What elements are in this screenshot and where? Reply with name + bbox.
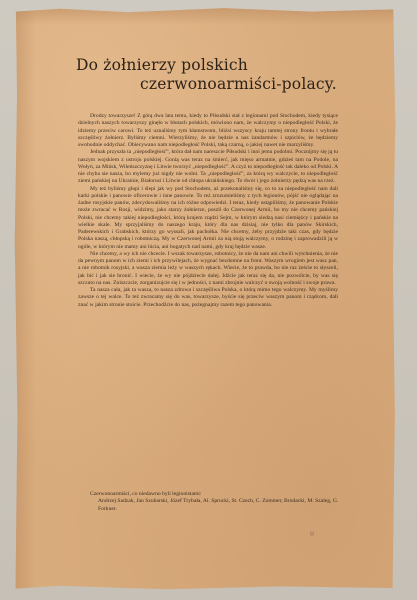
paragraph: Drodzy towarzysze! Z górą dwa lata temu, kiedy to Piłsudski stał z legionami pod Stochodem, kiedy tysiące dzielnych naszych towarzyszy ginęło w błotach polskich, mówiono nam, że walczymy o niepodległość Polski, że idziemy przeciw carowi. To też uznaliśmy tym kłamstwom, bliżsi wszyscy kraju tamtej strony frontu i wybrałe szczęśliwy żołnierz. Byliśmy ciemni. Wierzyliśmy, że nie będzie u nas żandarmów i szpiclów, że będziemy swobodnie oddychać. Obiecywano nam niepodległość Polski, taką czarną, o jakiej nawet nie marzyliśmy. (78, 113, 338, 148)
archive-mark: W (310, 530, 315, 538)
document-body (78, 113, 338, 309)
title-line-2: czerwonoarmiści-polacy. (140, 75, 337, 93)
document-title (60, 56, 390, 94)
paragraph: Ta nasza cała, jak ta wasza, to nasza zdrowa i szczęśliwa Polska, o którą mimo tego walczymy. My myślimy zawsze o tej walce. To też zwracamy się do was, towarzysze, byście się przeciw waszym panom i rządcom, dali znać w jakim stronie stoicie. Przechodźcie do nas, pożegnajmy razem tego panowania. (78, 287, 338, 308)
signatory-list: Andrzej Sadzak, Jan Szubarski, Józef Trybała, Al. Sprucki, St. Czech, C. Zommer, Brodacki, M. Szaleg, G. Forkner. (98, 498, 339, 512)
title-line-1: Do żołnierzy polskich (76, 56, 248, 74)
paragraph: Jednak przyszła ta „niepodległość”, która dał nam nareszcie Piłsudski i inni jemu podobni. Pocznijmy się ją tu naszym wojskiem z ustroju polskiej. Gonią was teraz na śmierć, jak mięso armatnie, gdzieś tam na Podole, na Wołyń, za Mińsk, Wileńszczyznę i Litwie tworzyć „niepodległość”. A czyż to niepodległość tak daleko od Polski. A nie chyba sie nasza, bo mylemy już nigdy nie wolni. Ta „niepodległość”, za którą wy walczycie, to niepodległość ziemi pańskiej na Ukrainie, Białorusi i Litwie od chłopa ukraińskiego. To dwór i jego żołnierzy pędzą was na rzeź. (78, 149, 338, 185)
signature-block (78, 491, 340, 513)
paragraph: My też byliśmy głupi i ślepi jak wy pod Stochodem, aż przekonaliśmy się, co to za niepodległość nam dali karki polskie i panowie oficerowie i inne panowie. To też zrozumieliśmy z tych legionów, pójść nie oglądając na żadne rosyjskie panów, zdecydowaliśmy na ich różne odpowiedzi. I teraz, kiedy ustąpiliśmy, że panowanie Polskie może zwracać w Rosji, widzimy, jako starzy żołnierze, poszli do Czerwonej Armii, bo my nie chcemy pańskiej Polski, nie chcemy takiej niepodległości, którą krajem rządzi Sejm, w którym siedzą nasi ciemiężcy i pańskie na wielkie skale. My sprzyjaliśmy do naszego kraju, który dla nas dzisiaj, nie tylko dla panów Skirskich, Paderewskich i Grabskich, którzy go wyssali, jak pachołka. Nie chcemy, żeby przyjdzie taki czas, gdy będzie Polska naszą, chłopską i robotniczą. My w Czerwonej Armii za nią stoją walczymy, o rodzinę i zaprowadzili ją w ogóle, w którym nie mamy ani bicia, ani bogatych nad nami, gdy kraj będzie wasze. (78, 185, 338, 250)
signature-intro: Czerwonoarmiści, co niedawno byli legionistami: (90, 491, 202, 497)
paragraph: Nie chcemy, a wy ich nie chcecie. I wszak towarzysze, robotnicy, że nie da nam ani chwili wytchnienia, że nie da pewnym panom w ich ziemi i ich przywilejach, że wygnać bezdomne na front. Waszym wrogiem jest wasz pan, a nie robotnik rosyjski, a wasza ziemia leży w waszych rękach. Wiecie, że to prawda, bo nie raz żeście to słyszeli, jak bić i jak sie bronić. I wiecie, że wy nie pójdziecie dalej. Idźcie jak teraz się da, nie pozwólcie, by was się szczuto na nas. Zniszczcie, zorganizujcie się i w jedności, z nami zbrojnie walczyć o swoją wolność i swoje prawa. (78, 250, 338, 286)
